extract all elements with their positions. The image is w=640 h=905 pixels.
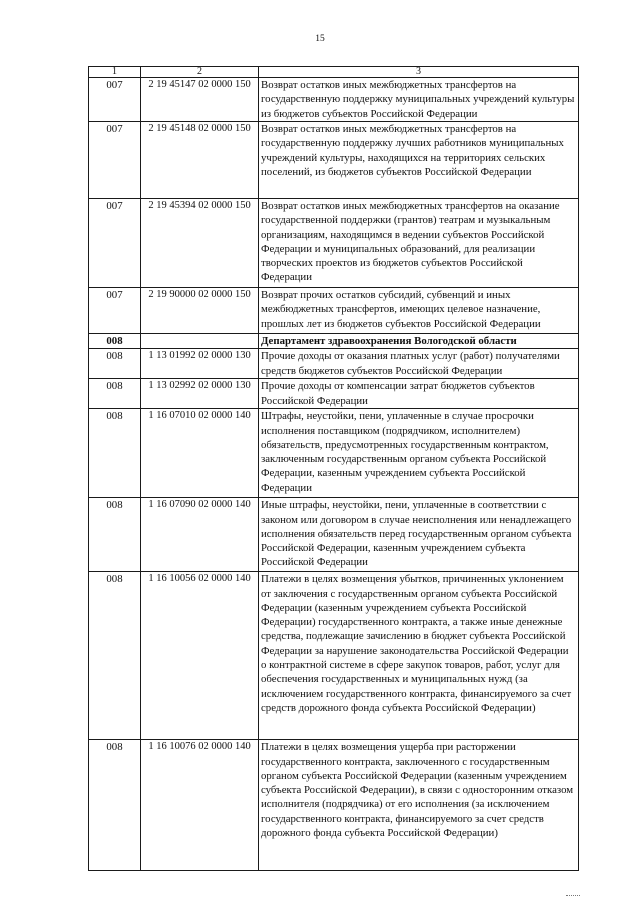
revenue-name-cell: Возврат остатков иных межбюджетных трансфертов на государственную поддержку лучших работников муниципальных учреждений культуры, находящихся на территориях сельских поселений, из бюджетов субъектов Российской Федерации [259,122,579,199]
department-row [89,334,579,349]
header-cell-3: 3 [259,67,579,78]
budget-classification-table [88,66,579,871]
admin-code-cell: 007 [89,288,141,334]
revenue-code-cell: 2 19 90000 02 0000 150 [141,288,259,334]
header-cell-1: 1 [89,67,141,78]
revenue-code-cell: 1 16 07090 02 0000 140 [141,498,259,572]
revenue-name-cell: Прочие доходы от оказания платных услуг (работ) получателями средств бюджетов субъектов Российской Федерации [259,349,579,379]
admin-code-cell: 007 [89,122,141,199]
revenue-code-cell [141,334,259,349]
table-row [89,199,579,288]
revenue-code-cell: 2 19 45147 02 0000 150 [141,78,259,122]
revenue-name-cell: Платежи в целях возмещения убытков, причиненных уклонением от заключения с государственным органом субъекта Российской Федерации (казенным учреждением субъекта Российской Федерации) государственного контракта, а также иные денежные средства, подлежащие зачислению в бюджет субъекта Российской Федерации за нарушение законодательства Российской Федерации о контрактной системе в сфере закупок товаров, работ, услуг для обеспечения государственных и муниципальных нужд (за исключением государственного контракта, финансируемого за счет средств дорожного фонда субъекта Российской Федерации) [259,572,579,740]
table-header-row [89,67,579,78]
table-row [89,288,579,334]
revenue-code-cell: 1 16 10056 02 0000 140 [141,572,259,740]
table-row [89,349,579,379]
admin-code-cell: 007 [89,199,141,288]
revenue-name-cell: Возврат остатков иных межбюджетных трансфертов на государственную поддержку муниципальных учреждений культуры из бюджетов субъектов Российской Федерации [259,78,579,122]
table-row [89,78,579,122]
table-row [89,498,579,572]
admin-code-cell: 008 [89,349,141,379]
revenue-code-cell: 1 16 07010 02 0000 140 [141,409,259,498]
page-footer-mark [566,895,580,898]
admin-code-cell: 008 [89,740,141,871]
revenue-name-cell: Возврат остатков иных межбюджетных трансфертов на оказание государственной поддержки (грантов) театрам и музыкальным организациям, находящимся в ведении субъектов Российской Федерации и муниципальных образований, для реализации творческих проектов из бюджетов субъектов Российской Федерации [259,199,579,288]
revenue-code-cell: 1 13 01992 02 0000 130 [141,349,259,379]
header-cell-2: 2 [141,67,259,78]
table-row [89,122,579,199]
admin-code-cell: 008 [89,334,141,349]
admin-code-cell: 008 [89,379,141,409]
revenue-name-cell: Прочие доходы от компенсации затрат бюджетов субъектов Российской Федерации [259,379,579,409]
revenue-code-cell: 1 13 02992 02 0000 130 [141,379,259,409]
revenue-name-cell: Возврат прочих остатков субсидий, субвенций и иных межбюджетных трансфертов, имеющих целевое назначение, прошлых лет из бюджетов субъектов Российской Федерации [259,288,579,334]
table-row [89,409,579,498]
admin-code-cell: 008 [89,572,141,740]
revenue-name-cell: Штрафы, неустойки, пени, уплаченные в случае просрочки исполнения поставщиком (подрядчиком, исполнителем) обязательств, предусмотренных государственным контрактом, заключенным государственным органом субъекта Российской Федерации, казенным учреждением субъекта Российской Федерации [259,409,579,498]
department-name-cell: Департамент здравоохранения Вологодской области [259,334,579,349]
revenue-code-cell: 2 19 45394 02 0000 150 [141,199,259,288]
table-row [89,379,579,409]
admin-code-cell: 008 [89,498,141,572]
revenue-code-cell: 1 16 10076 02 0000 140 [141,740,259,871]
revenue-name-cell: Платежи в целях возмещения ущерба при расторжении государственного контракта, заключенного с государственным органом субъекта Российской Федерации (казенным учреждением субъекта Российской Федерации), в связи с односторонним отказом исполнителя (подрядчика) от его исполнения (за исключением государственного контракта, финансируемого за счет средств дорожного фонда субъекта Российской Федерации) [259,740,579,871]
revenue-name-cell: Иные штрафы, неустойки, пени, уплаченные в соответствии с законом или договором в случае неисполнения или ненадлежащего исполнения обязательств перед государственным органом субъекта Российской Федерации, казенным учреждением субъекта Российской Федерации [259,498,579,572]
admin-code-cell: 007 [89,78,141,122]
table-row [89,740,579,871]
admin-code-cell: 008 [89,409,141,498]
revenue-code-cell: 2 19 45148 02 0000 150 [141,122,259,199]
table-row [89,572,579,740]
page-number: 15 [315,34,325,44]
